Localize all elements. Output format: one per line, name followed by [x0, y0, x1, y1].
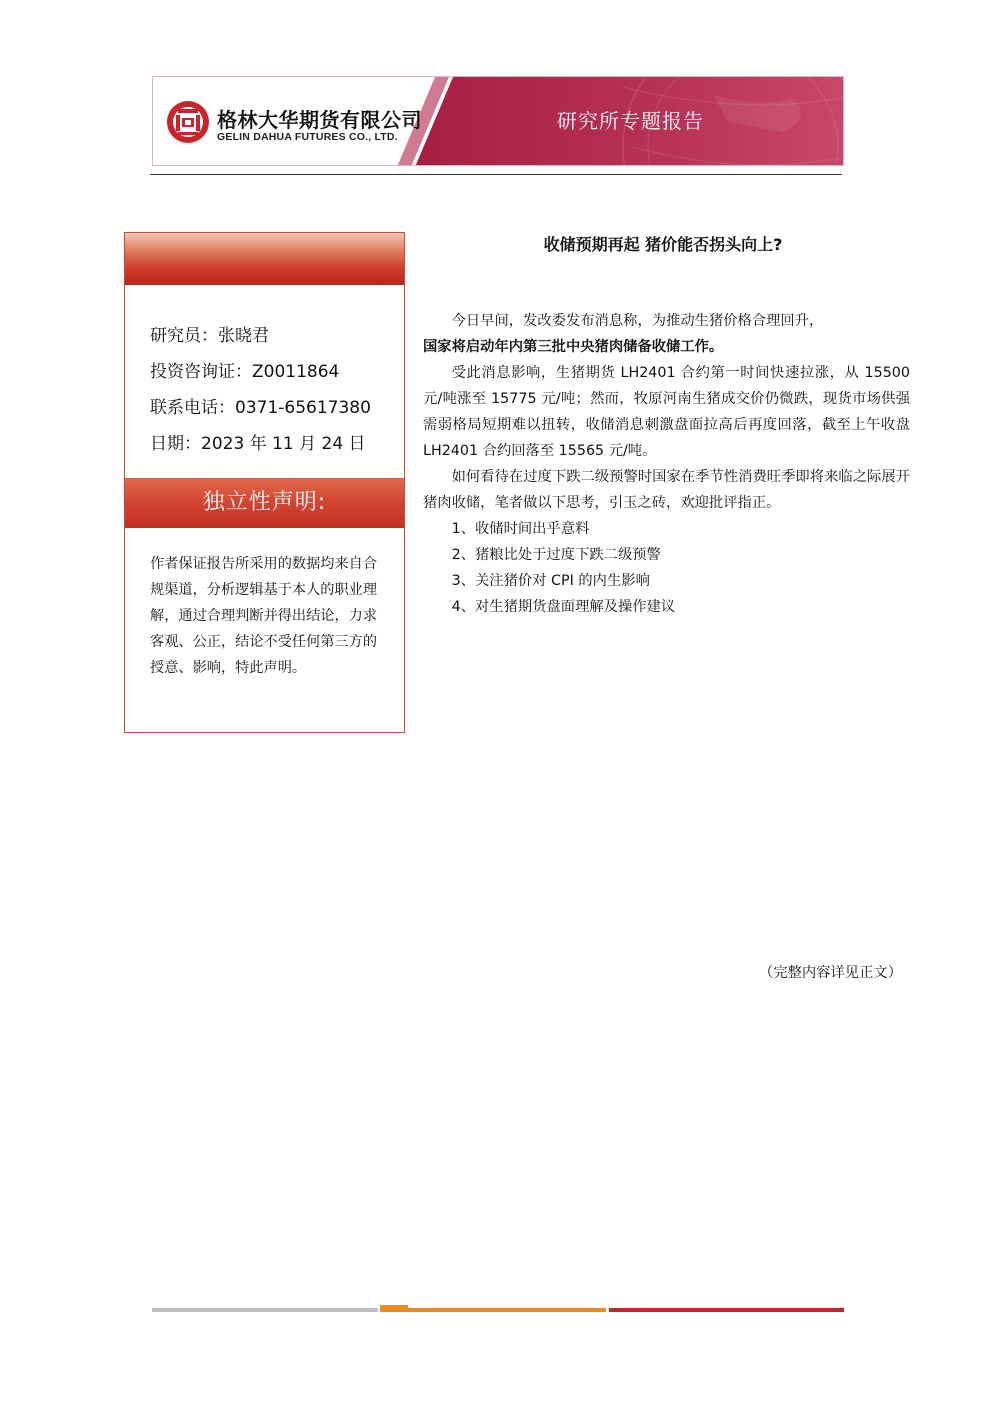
paragraph-1: 今日早间，发改委发布消息称，为推动生猪价格合理回升，: [451, 313, 824, 329]
report-date: 日期：2023 年 11 月 24 日: [150, 434, 366, 454]
footer-bar-gray: [152, 1308, 378, 1312]
author-details: [150, 318, 400, 462]
footer-bar-orange: [380, 1308, 606, 1312]
contact-phone: 联系电话：0371-65617380: [150, 398, 371, 418]
researcher-name: 研究员：张晓君: [150, 326, 269, 346]
report-header: [152, 76, 844, 166]
article-title: 收储预期再起 猪价能否拐头向上?: [543, 235, 783, 254]
declaration-heading: 独立性声明:: [125, 478, 404, 528]
list-item: 4、对生猪期货盘面理解及操作建议: [451, 599, 676, 615]
list-item: 3、关注猪价对 CPI 的内生影响: [451, 573, 650, 589]
declaration-text: 作者保证报告所采用的数据均来自合规渠道，分析逻辑基于本人的职业理解，通过合理判断并得出结论，力求客观、公正，结论不受任何第三方的授意、影响，特此声明。: [150, 556, 378, 676]
list-item: 1、收储时间出乎意料: [451, 521, 590, 537]
author-info-panel: [124, 232, 405, 733]
list-item: 2、猪粮比处于过度下跌二级预警: [451, 547, 661, 563]
report-type-label: 研究所专题报告: [557, 109, 704, 133]
article-body: [423, 308, 910, 620]
paragraph-2: 受此消息影响，生猪期货 LH2401 合约第一时间快速拉涨，从 15500 元/吨涨至 15775 元/吨；然而，牧原河南生猪成交价仍微跌，现货市场供强需弱格局短期难以扭转，收储消息刺激盘面拉高后再度回落，截至上午收盘 LH2401 合约回落至 15565 元/吨。: [423, 365, 910, 459]
full-text-note: （完整内容详见正文）: [759, 965, 902, 981]
header-divider: [150, 174, 842, 175]
paragraph-3: 如何看待在过度下跌二级预警时国家在季节性消费旺季即将来临之际展开猪肉收储，笔者做以下思考，引玉之砖，欢迎批评指正。: [423, 469, 910, 511]
info-panel-banner: [125, 233, 404, 285]
footer-bar-red: [609, 1308, 844, 1312]
company-name-en: GELIN DAHUA FUTURES CO., LTD.: [217, 131, 398, 143]
company-logo-icon: [165, 99, 211, 145]
license-number: 投资咨询证：Z0011864: [150, 362, 340, 382]
company-name-cn: 格林大华期货有限公司: [217, 108, 422, 132]
paragraph-1-bold: 国家将启动年内第三批中央猪肉储备收储工作。: [423, 339, 724, 355]
